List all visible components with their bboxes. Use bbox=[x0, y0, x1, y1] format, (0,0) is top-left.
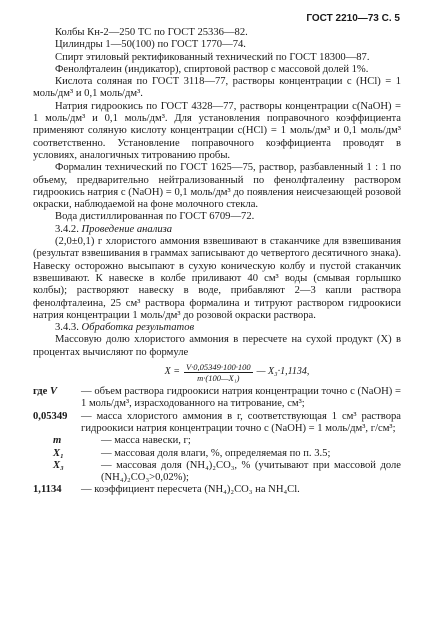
definition-symbol: 1,1134 bbox=[33, 484, 62, 496]
paragraph: Кислота соляная по ГОСТ 3118—77, растворы концентрации c (HCl) = 1 моль/дм³ и 0,1 моль/дм³. bbox=[33, 76, 401, 100]
formula-fraction bbox=[184, 362, 253, 383]
formula bbox=[73, 362, 401, 383]
section-title: Проведение анализа bbox=[81, 223, 173, 235]
definition-symbol: 0,05349 bbox=[33, 410, 68, 422]
formula-lhs: X = bbox=[164, 366, 180, 378]
definition-item bbox=[33, 460, 401, 485]
section-heading bbox=[33, 322, 401, 334]
definition-text: — массовая доля (NH₄)₂CO₃, % (учитывают при массовой доле (NH₄)₂CO₃>0,02%); bbox=[101, 459, 401, 484]
formula-rhs: — X₃·1,1134, bbox=[256, 366, 310, 378]
paragraph: Формалин технический по ГОСТ 1625—75, раствор, разбавленный 1 : 1 по объему, предварительно нейтрализованный по фенолфталеину раствором гидроокись натрия c (NaOH) = 0,1 моль/дм³ до появления неисчезающей розовой окраски, наблюдаемой на фоне молочного стекла. bbox=[33, 162, 401, 211]
section-title: Обработка результатов bbox=[81, 322, 195, 334]
definition-text: — коэффициент пересчета (NH₄)₂CO₃ на NH₄Cl. bbox=[81, 484, 300, 496]
section-heading bbox=[33, 224, 401, 236]
paragraph: Колбы Кн-2—250 ТС по ГОСТ 25336—82. bbox=[55, 27, 248, 38]
page-header: ГОСТ 2210—73 С. 5 bbox=[306, 13, 400, 24]
section-number: 3.4.3. bbox=[55, 322, 79, 334]
definition-symbol: m bbox=[53, 435, 62, 447]
paragraph: Массовую долю хлористого аммония в пересчете на сухой продукт (X) в процентах вычисляют по формуле bbox=[33, 334, 401, 358]
definitions-list bbox=[33, 386, 401, 497]
definition-item bbox=[33, 448, 401, 460]
paragraph: Фенолфталеин (индикатор), спиртовой раствор с массовой долей 1%. bbox=[55, 63, 369, 75]
definition-text: — объем раствора гидроокиси натрия концентрации точно c (NaOH) = 1 моль/дм³, израсходованного на титрование, см³; bbox=[81, 386, 401, 410]
paragraph: Спирт этиловый ректификованный технический по ГОСТ 18300—87. bbox=[55, 51, 370, 63]
paragraph: Вода дистиллированная по ГОСТ 6709—72. bbox=[55, 211, 255, 223]
definition-item bbox=[33, 435, 401, 447]
definition-text: — масса хлористого аммония в г, соответствующая 1 см³ раствора гидроокиси натрия концентрации точно c (NaOH) = 1 моль/дм³, г/см³; bbox=[81, 410, 401, 434]
paragraph: Натрия гидроокись по ГОСТ 4328—77, растворы концентрации c(NaOH) = 1 моль/дм³ и 0,1 моль/дм³. Для установления поправочного коэффициента применяют соляную кислоту концентрации c(HCl) = 1 моль/дм³ и 0,1 моль/дм³ соответственно. Установление поправочного коэффициента проводят в условиях, аналогичных титрованию пробы. bbox=[33, 100, 401, 161]
section-number: 3.4.2. bbox=[55, 223, 79, 235]
definition-item bbox=[33, 386, 401, 411]
definition-text: — массовая доля влаги, %, определяемая по п. 3.5; bbox=[101, 447, 331, 459]
definition-item bbox=[33, 411, 401, 436]
document-body bbox=[33, 27, 401, 497]
where-and-symbol: где V bbox=[33, 386, 58, 398]
formula-numerator: V·0,05349·100·100 bbox=[185, 362, 251, 373]
paragraph: Цилиндры 1—50(100) по ГОСТ 1770—74. bbox=[55, 39, 246, 51]
paragraph: (2,0±0,1) г хлористого аммония взвешивают в стаканчике для взвешивания (результат взвешивания в граммах записывают до четвертого десятичного знака). Навеску осторожно высыпают в сухую коническую колбу и пустой стаканчик взвешивают. К навеске в колбе приливают 40 см³ воды (смывая горлышко колбы); растворяют навеску в воде, прибавляют 2—3 капли раствора фенолфталеина, 25 см³ раствора формалина и титруют раствором гидроокиси натрия концентрации 1 моль/дм³ до розовой окраски раствора. bbox=[33, 236, 401, 321]
definition-item bbox=[33, 484, 401, 496]
formula-denominator: m·(100—X₁) bbox=[197, 373, 240, 384]
definition-text: — масса навески, г; bbox=[101, 435, 191, 447]
definition-symbol: X₁ bbox=[53, 447, 64, 459]
definition-symbol: X₃ bbox=[53, 459, 64, 471]
